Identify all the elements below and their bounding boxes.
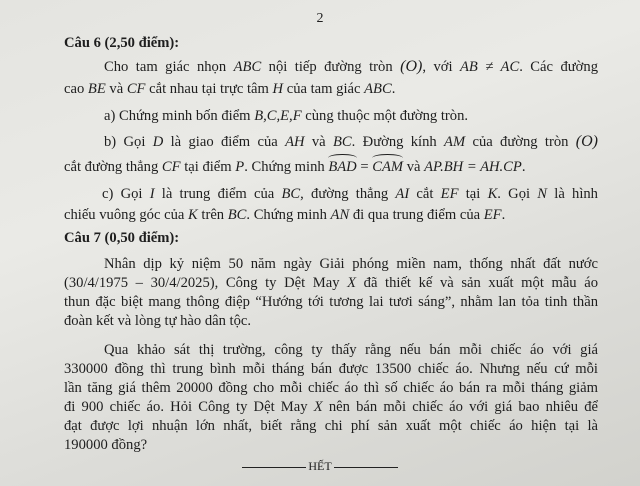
q7-para2-line-3: lần tăng giá thêm 20000 đồng cho mỗi chiếc áo thì số chiếc áo bán ra mỗi tháng giảm bbox=[64, 380, 598, 396]
q7-para2-line-6: 190000 đồng? bbox=[64, 437, 148, 453]
q6-intro-line-1: Cho tam giác nhọn ABC nội tiếp đường tròn (O), với AB ≠ AC. Các đường bbox=[104, 58, 598, 75]
end-label: HẾT bbox=[308, 459, 332, 473]
q7-para1-line-4: đoàn kết và lòng tự hào dân tộc. bbox=[64, 313, 252, 329]
q6-part-b-line-2: cắt đường thẳng CF tại điểm P. Chứng minh BAD = CAM và AP.BH = AH.CP. bbox=[64, 159, 526, 175]
end-marker bbox=[0, 459, 640, 474]
q6-intro-line-2: cao BE và CF cắt nhau tại trực tâm H của tam giác ABC. bbox=[64, 81, 396, 97]
q7-para2-line-5: đạt được lợi nhuận lớn nhất, biết rằng chi phí sản xuất một chiếc áo hiện tại là bbox=[64, 418, 598, 434]
q7-para2-line-1: Qua khảo sát thị trường, công ty thấy rằng nếu bán mỗi chiếc áo với giá bbox=[104, 342, 598, 358]
divider-left bbox=[242, 467, 306, 468]
q7-para2-line-4: đi 900 chiếc áo. Hỏi Công ty Dệt May X nên bán mỗi chiếc áo với giá bao nhiêu để bbox=[64, 399, 598, 415]
question-7-heading: Câu 7 (0,50 điểm): bbox=[64, 230, 180, 246]
q7-para2-line-2: 330000 đồng thì trung bình mỗi tháng bán được 13500 chiếc áo. Nhưng nếu cứ mỗi bbox=[64, 361, 598, 377]
q7-para1-line-2: (30/4/1975 – 30/4/2025), Công ty Dệt May X đã thiết kế và sản xuất một mẫu áo bbox=[64, 275, 598, 291]
q6-part-a: a) Chứng minh bốn điểm B,C,E,F cùng thuộc một đường tròn. bbox=[104, 108, 469, 124]
q6-part-c-line-1: c) Gọi I là trung điểm của BC, đường thẳng AI cắt EF tại K. Gọi N là hình bbox=[102, 186, 598, 202]
divider-right bbox=[334, 467, 398, 468]
q7-para1-line-1: Nhân dịp kỷ niệm 50 năm ngày Giải phóng miền nam, thống nhất đất nước bbox=[104, 256, 598, 272]
q6-part-b-line-1: b) Gọi D là giao điểm của AH và BC. Đường kính AM của đường tròn (O) bbox=[104, 133, 598, 150]
q7-para1-line-3: thun đặc biệt mang thông điệp “Hướng tới tương lai tươi sáng”, nhằm lan tỏa tinh thần bbox=[64, 294, 598, 310]
angle-cam: CAM bbox=[372, 159, 404, 175]
q6-part-c-line-2: chiếu vuông góc của K trên BC. Chứng minh AN đi qua trung điểm của EF. bbox=[64, 207, 506, 223]
page-number: 2 bbox=[316, 11, 324, 26]
angle-bad: BAD bbox=[328, 159, 357, 175]
question-6-heading: Câu 6 (2,50 điểm): bbox=[64, 35, 180, 51]
